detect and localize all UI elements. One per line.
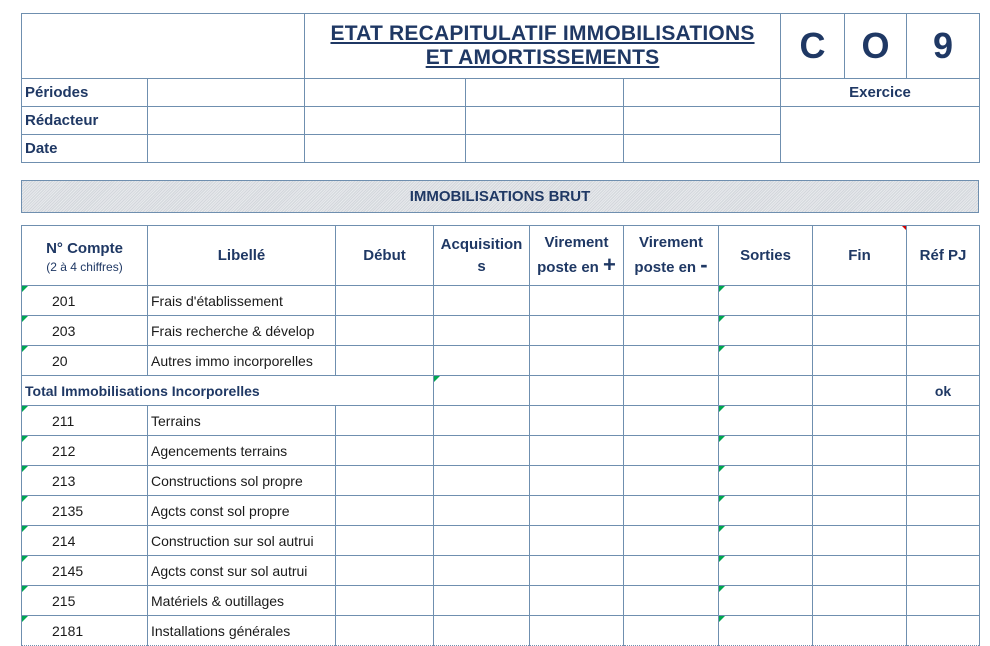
virement-plus-cell[interactable] bbox=[530, 466, 624, 496]
table-row bbox=[22, 346, 980, 376]
table-row bbox=[22, 436, 980, 466]
report-title-line2: ET AMORTISSEMENTS bbox=[425, 46, 660, 69]
fin-cell[interactable] bbox=[813, 466, 907, 496]
col-debut: Début bbox=[336, 226, 434, 286]
acquisitions-cell[interactable] bbox=[434, 616, 530, 646]
periodes-cell-4[interactable] bbox=[624, 79, 781, 107]
ref-cell[interactable] bbox=[907, 346, 980, 376]
fin-cell[interactable] bbox=[813, 496, 907, 526]
virement-plus-cell[interactable] bbox=[530, 436, 624, 466]
total-acquisitions-cell[interactable] bbox=[434, 376, 530, 406]
date-cell-2[interactable] bbox=[305, 135, 466, 163]
fin-cell[interactable] bbox=[813, 526, 907, 556]
fin-cell[interactable] bbox=[813, 346, 907, 376]
virement-moins-cell[interactable] bbox=[624, 616, 719, 646]
date-cell-4[interactable] bbox=[624, 135, 781, 163]
account-cell[interactable]: 2181 bbox=[22, 616, 148, 646]
col-ref-pj: Réf PJ bbox=[907, 226, 980, 286]
account-cell[interactable]: 214 bbox=[22, 526, 148, 556]
debut-cell[interactable] bbox=[336, 436, 434, 466]
label-cell[interactable]: Autres immo incorporelles bbox=[148, 346, 336, 376]
sorties-cell[interactable] bbox=[719, 286, 813, 316]
label-cell[interactable]: Matériels & outillages bbox=[148, 586, 336, 616]
fin-cell[interactable] bbox=[813, 616, 907, 646]
date-label: Date bbox=[22, 135, 148, 163]
header-empty-cell[interactable] bbox=[22, 14, 305, 79]
table-row bbox=[22, 496, 980, 526]
label-cell[interactable]: Frais d'établissement bbox=[148, 286, 336, 316]
col-acquisitions bbox=[434, 226, 530, 286]
account-cell[interactable]: 2145 bbox=[22, 556, 148, 586]
table-row bbox=[22, 616, 980, 646]
date-cell-1[interactable] bbox=[148, 135, 305, 163]
ref-cell[interactable] bbox=[907, 556, 980, 586]
virement-moins-cell[interactable] bbox=[624, 586, 719, 616]
col-compte bbox=[22, 226, 148, 286]
table-row bbox=[22, 526, 980, 556]
account-cell[interactable]: 20 bbox=[22, 346, 148, 376]
redacteur-cell-1[interactable] bbox=[148, 107, 305, 135]
debut-cell[interactable] bbox=[336, 466, 434, 496]
virement-plus-cell[interactable] bbox=[530, 496, 624, 526]
col-virement-moins-line2: poste en bbox=[634, 259, 697, 276]
virement-plus-cell[interactable] bbox=[530, 616, 624, 646]
label-cell[interactable]: Frais recherche & dévelop bbox=[148, 316, 336, 346]
label-cell[interactable]: Agcts const sol propre bbox=[148, 496, 336, 526]
table-row bbox=[22, 466, 980, 496]
periodes-label: Périodes bbox=[22, 79, 148, 107]
redacteur-cell-2[interactable] bbox=[305, 107, 466, 135]
virement-moins-cell[interactable] bbox=[624, 346, 719, 376]
virement-plus-cell[interactable] bbox=[530, 586, 624, 616]
acquisitions-cell[interactable] bbox=[434, 496, 530, 526]
code-letter-2: O bbox=[845, 14, 907, 79]
account-cell[interactable]: 212 bbox=[22, 436, 148, 466]
col-virement-plus bbox=[530, 226, 624, 286]
col-virement-plus-line1: Virement bbox=[544, 234, 609, 251]
debut-cell[interactable] bbox=[336, 406, 434, 436]
col-sorties: Sorties bbox=[719, 226, 813, 286]
ref-cell[interactable] bbox=[907, 436, 980, 466]
table-row bbox=[22, 316, 980, 346]
virement-plus-cell[interactable] bbox=[530, 346, 624, 376]
fin-cell[interactable] bbox=[813, 406, 907, 436]
total-virement-plus-cell[interactable] bbox=[530, 376, 624, 406]
debut-cell[interactable] bbox=[336, 586, 434, 616]
sorties-cell[interactable] bbox=[719, 556, 813, 586]
fin-cell[interactable] bbox=[813, 586, 907, 616]
sorties-cell[interactable] bbox=[719, 466, 813, 496]
ref-cell[interactable] bbox=[907, 616, 980, 646]
redacteur-label: Rédacteur bbox=[22, 107, 148, 135]
virement-plus-cell[interactable] bbox=[530, 556, 624, 586]
total-sorties-cell[interactable] bbox=[719, 376, 813, 406]
redacteur-cell-4[interactable] bbox=[624, 107, 781, 135]
minus-sign: - bbox=[700, 252, 708, 277]
label-cell[interactable]: Agcts const sur sol autrui bbox=[148, 556, 336, 586]
virement-moins-cell[interactable] bbox=[624, 406, 719, 436]
ref-cell[interactable] bbox=[907, 466, 980, 496]
virement-plus-cell[interactable] bbox=[530, 406, 624, 436]
account-cell[interactable]: 211 bbox=[22, 406, 148, 436]
label-cell[interactable]: Construction sur sol autrui bbox=[148, 526, 336, 556]
acquisitions-cell[interactable] bbox=[434, 556, 530, 586]
total-ref-status: ok bbox=[907, 376, 980, 406]
plus-sign: + bbox=[603, 252, 616, 277]
virement-moins-cell[interactable] bbox=[624, 286, 719, 316]
virement-moins-cell[interactable] bbox=[624, 496, 719, 526]
acquisitions-cell[interactable] bbox=[434, 586, 530, 616]
acquisitions-cell[interactable] bbox=[434, 406, 530, 436]
sorties-cell[interactable] bbox=[719, 496, 813, 526]
virement-moins-cell[interactable] bbox=[624, 466, 719, 496]
periodes-cell-1[interactable] bbox=[148, 79, 305, 107]
redacteur-cell-3[interactable] bbox=[466, 107, 624, 135]
account-cell[interactable]: 213 bbox=[22, 466, 148, 496]
total-virement-moins-cell[interactable] bbox=[624, 376, 719, 406]
acquisitions-cell[interactable] bbox=[434, 436, 530, 466]
account-cell[interactable]: 215 bbox=[22, 586, 148, 616]
fin-cell[interactable] bbox=[813, 436, 907, 466]
acquisitions-cell[interactable] bbox=[434, 466, 530, 496]
col-virement-moins bbox=[624, 226, 719, 286]
col-acquisitions-line1: Acquisition bbox=[440, 235, 523, 253]
fin-cell[interactable] bbox=[813, 556, 907, 586]
sorties-cell[interactable] bbox=[719, 586, 813, 616]
immobilisations-table bbox=[21, 225, 980, 646]
col-fin: Fin bbox=[813, 226, 907, 286]
col-acquisitions-line2: s bbox=[477, 257, 486, 275]
ref-cell[interactable] bbox=[907, 406, 980, 436]
table-row bbox=[22, 406, 980, 436]
debut-cell[interactable] bbox=[336, 526, 434, 556]
debut-cell[interactable] bbox=[336, 286, 434, 316]
ref-cell[interactable] bbox=[907, 526, 980, 556]
debut-cell[interactable] bbox=[336, 616, 434, 646]
acquisitions-cell[interactable] bbox=[434, 286, 530, 316]
code-letter-3: 9 bbox=[907, 14, 980, 79]
periodes-cell-2[interactable] bbox=[305, 79, 466, 107]
date-cell-3[interactable] bbox=[466, 135, 624, 163]
total-label: Total Immobilisations Incorporelles bbox=[22, 376, 434, 406]
account-cell[interactable]: 2135 bbox=[22, 496, 148, 526]
ref-cell[interactable] bbox=[907, 316, 980, 346]
label-cell[interactable]: Terrains bbox=[148, 406, 336, 436]
col-virement-plus-line2: poste en bbox=[537, 259, 599, 276]
label-cell[interactable]: Agencements terrains bbox=[148, 436, 336, 466]
fin-cell[interactable] bbox=[813, 316, 907, 346]
section-title: IMMOBILISATIONS BRUT bbox=[21, 180, 979, 213]
table-row bbox=[22, 286, 980, 316]
label-cell[interactable]: Installations générales bbox=[148, 616, 336, 646]
header-table bbox=[21, 13, 980, 163]
acquisitions-cell[interactable] bbox=[434, 526, 530, 556]
ref-cell[interactable] bbox=[907, 496, 980, 526]
fin-cell[interactable] bbox=[813, 286, 907, 316]
virement-plus-cell[interactable] bbox=[530, 286, 624, 316]
ref-cell[interactable] bbox=[907, 586, 980, 616]
table-row bbox=[22, 586, 980, 616]
acquisitions-cell[interactable] bbox=[434, 316, 530, 346]
account-cell[interactable]: 201 bbox=[22, 286, 148, 316]
virement-plus-cell[interactable] bbox=[530, 316, 624, 346]
virement-moins-cell[interactable] bbox=[624, 556, 719, 586]
report-title-line1: ETAT RECAPITULATIF IMMOBILISATIONS bbox=[330, 22, 755, 45]
debut-cell[interactable] bbox=[336, 556, 434, 586]
debut-cell[interactable] bbox=[336, 496, 434, 526]
account-cell[interactable]: 203 bbox=[22, 316, 148, 346]
sorties-cell[interactable] bbox=[719, 616, 813, 646]
table-row bbox=[22, 556, 980, 586]
ref-cell[interactable] bbox=[907, 286, 980, 316]
col-virement-moins-line1: Virement bbox=[639, 234, 703, 251]
col-libelle: Libellé bbox=[148, 226, 336, 286]
col-compte-label: N° Compte bbox=[46, 239, 123, 257]
virement-moins-cell[interactable] bbox=[624, 526, 719, 556]
code-letter-1: C bbox=[781, 14, 845, 79]
virement-moins-cell[interactable] bbox=[624, 316, 719, 346]
exercice-value-cell[interactable] bbox=[781, 107, 980, 163]
periodes-cell-3[interactable] bbox=[466, 79, 624, 107]
total-fin-cell[interactable] bbox=[813, 376, 907, 406]
sorties-cell[interactable] bbox=[719, 406, 813, 436]
col-compte-sub: (2 à 4 chiffres) bbox=[46, 259, 123, 274]
exercice-label: Exercice bbox=[781, 79, 980, 107]
virement-plus-cell[interactable] bbox=[530, 526, 624, 556]
sorties-cell[interactable] bbox=[719, 346, 813, 376]
report-title bbox=[305, 14, 781, 79]
label-cell[interactable]: Constructions sol propre bbox=[148, 466, 336, 496]
debut-cell[interactable] bbox=[336, 346, 434, 376]
sorties-cell[interactable] bbox=[719, 316, 813, 346]
virement-moins-cell[interactable] bbox=[624, 436, 719, 466]
sorties-cell[interactable] bbox=[719, 526, 813, 556]
debut-cell[interactable] bbox=[336, 316, 434, 346]
acquisitions-cell[interactable] bbox=[434, 346, 530, 376]
total-row bbox=[22, 376, 980, 406]
sorties-cell[interactable] bbox=[719, 436, 813, 466]
